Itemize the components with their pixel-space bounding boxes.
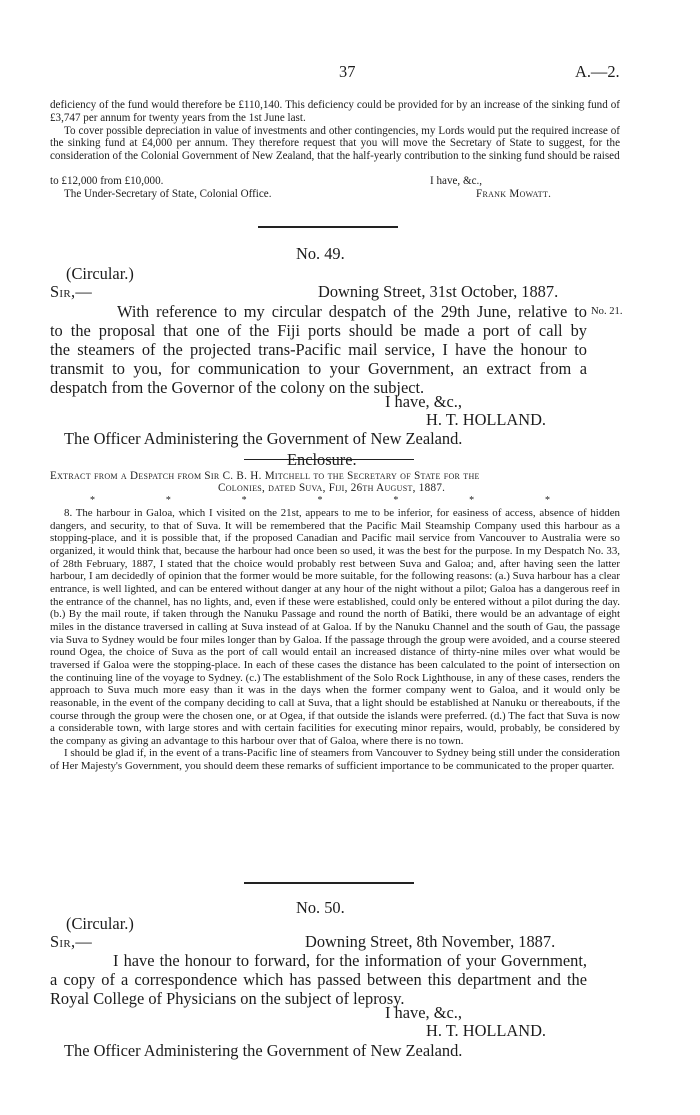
enclosure-body bbox=[50, 507, 620, 773]
continuation-closing: I have, &c., bbox=[430, 175, 483, 187]
star: * bbox=[317, 495, 323, 506]
despatch-50-closing: I have, &c., bbox=[385, 1003, 462, 1022]
star: * bbox=[90, 495, 95, 506]
section-divider bbox=[244, 882, 414, 884]
enclosure-title: Enclosure. bbox=[287, 450, 357, 469]
star: * bbox=[165, 495, 171, 506]
continuation-paragraph: deficiency of the fund would therefore be £110,140. This deficiency could be provided for by an increase of the sinking fund of £3,747 per annum for twenty years from the 1st June last. bbox=[50, 99, 620, 124]
continuation-signature: Frank Mowatt. bbox=[476, 188, 552, 200]
despatch-49-line: to the proposal that one of the Fiji ports should be made a port of call by bbox=[50, 321, 587, 340]
despatch-49-number: No. 49. bbox=[296, 244, 345, 263]
star: * bbox=[469, 495, 475, 506]
despatch-49-line: With reference to my circular despatch of the 29th June, relative to bbox=[117, 302, 587, 321]
despatch-50-signature: H. T. HOLLAND. bbox=[426, 1021, 547, 1040]
star: * bbox=[241, 495, 247, 506]
despatch-50-place-date: Downing Street, 8th November, 1887. bbox=[305, 932, 556, 951]
despatch-49-circular: (Circular.) bbox=[66, 264, 134, 283]
section-divider bbox=[258, 226, 398, 228]
despatch-49-line: the steamers of the projected trans-Pacific mail service, I have the honour to bbox=[50, 340, 587, 359]
despatch-49-place-date: Downing Street, 31st October, 1887. bbox=[318, 282, 559, 301]
despatch-49-salutation: Sir,— bbox=[50, 282, 93, 301]
star: * bbox=[393, 495, 399, 506]
despatch-50-number: No. 50. bbox=[296, 898, 345, 917]
despatch-49-closing: I have, &c., bbox=[385, 392, 462, 411]
despatch-50-line: a copy of a correspondence which has passed between this department and the bbox=[50, 970, 587, 989]
document-reference: A.—2. bbox=[575, 62, 620, 81]
despatch-50-addressee: The Officer Administering the Government of New Zealand. bbox=[64, 1041, 463, 1060]
continuation-text bbox=[50, 99, 620, 163]
despatch-50-circular: (Circular.) bbox=[66, 914, 134, 933]
star: * bbox=[544, 495, 550, 506]
despatch-50-line: I have the honour to forward, for the information of your Government, bbox=[113, 951, 587, 970]
enclosure-heading-line-2: Colonies, dated Suva, Fiji, 26th August, 1887. bbox=[218, 482, 446, 494]
page-number: 37 bbox=[339, 62, 356, 81]
continuation-paragraph: To cover possible depreciation in value of investments and other contingencies, my Lords would put the required increase of the sinking fund at £4,000 per annum. They therefore request that you will move the Secretary of State to suggest, for the consideration of the Colonial Government of New Zealand, that the half-yearly contribution to the sinking fund should be raised bbox=[50, 124, 620, 163]
enclosure-paragraph: 8. The harbour in Galoa, which I visited on the 21st, appears to me to be inferior, for easiness of access, absence of hidden dangers, and security, to that of Suva. It will be remembered that the Pacific Mail Steamship Company used this harbour as a stopping-place, and it is possible that, if the proposed Canadian and Pacific mail service from Vancouver to Australia were so organized, it would think that, because the harbour had once been so used, it was the best for the purpose. In my Despatch No. 33, of 28th February, 1887, I stated that the choice would probably rest between Suva and Galoa; and, after having seen the latter harbour, I am decidedly of opinion that the former would be more suitable, for the following reasons: (a.) Suva harbour has a clear entrance, is well lighted, and can be entered without danger at any hour of the night without a pilot; Galoa has a dangerous reef in the entrance of the channel, has no lights, and, even if these were established, could only be entered without a pilot during the day. (b.) By the mail route, if taken through the Nanuku Passage and round the north of Batiki, there would be an advantage of eight miles in the distance traversed in calling at Suva instead of at Galoa. If by the Nanuku Channel and the south of Gau, the passage via Suva to Sydney would be four miles longer than by Galoa. If the passage through the group were avoided, and a course steered round Ogea, the choice of Suva as the port of call would entail an increased distance of thirty-nine miles over what would be traversed if Galoa were the stopping-place. In each of these cases the distance has been calculated to the point of intersection on the continuing line of the voyage to Sydney. (c.) The establishment of the Solo Rock Lighthouse, in any of these cases, renders the approach to Suva much more easy than it was in the days when the former company went to Galoa, and it would only be reasonable, in the event of the company deciding to call at Suva, that a light should be established at Nanuku or thereabouts, if the course through the group were the chosen one, or at Ogea, if that outside the islands were preferred. (d.) The fact that Suva is now a considerable town, with large stores and with certain facilities for executing minor repairs, would, probably, be considered by the company as giving an advantage to this harbour over that of Galoa, where there is no town. bbox=[50, 507, 620, 747]
continuation-last-line: to £12,000 from £10,000. bbox=[50, 175, 164, 187]
despatch-50-salutation: Sir,— bbox=[50, 932, 93, 951]
despatch-50-line: Royal College of Physicians on the subject of leprosy. bbox=[50, 989, 405, 1008]
omission-stars bbox=[90, 495, 550, 506]
despatch-49-addressee: The Officer Administering the Government of New Zealand. bbox=[64, 429, 463, 448]
despatch-49-line: despatch from the Governor of the colony on the subject. bbox=[50, 378, 425, 397]
enclosure-paragraph: I should be glad if, in the event of a trans-Pacific line of steamers from Vancouver to Sydney being still under the consideration of Her Majesty's Government, you should deem these remarks of sufficient importance to be communicated to the proper quarter. bbox=[50, 747, 620, 773]
despatch-49-signature: H. T. HOLLAND. bbox=[426, 410, 547, 429]
margin-note: No. 21. bbox=[591, 306, 623, 317]
enclosure-extract-line: Extract from a Despatch from Sir C. B. H. Mitchell to the Secretary of State for the bbox=[50, 470, 480, 482]
despatch-49-line: transmit to you, for communication to your Government, an extract from a bbox=[50, 359, 587, 378]
continuation-addressee: The Under-Secretary of State, Colonial Office. bbox=[64, 188, 272, 200]
